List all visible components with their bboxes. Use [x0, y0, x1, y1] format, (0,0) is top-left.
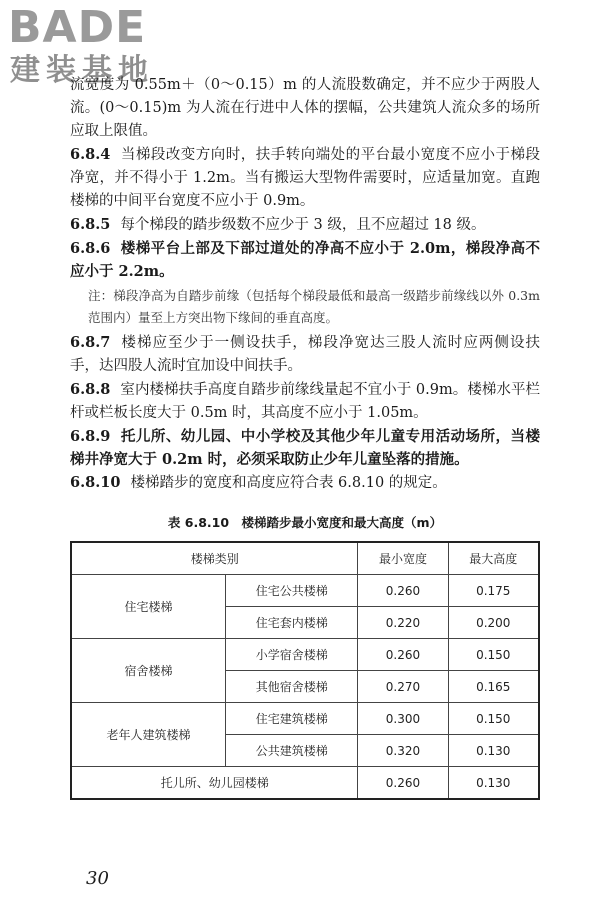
clause-text: 当梯段改变方向时，扶手转向端处的平台最小宽度不应小于梯段净宽，并不得小于 1.2m。当有搬运大型物件需要时，应适量加宽。直跑楼梯的中间平台宽度不应小于 0.9m。: [70, 147, 540, 209]
clause-text: 室内楼梯扶手高度自踏步前缘线量起不宜小于 0.9m。楼梯水平栏杆或栏板长度大于 0.5m 时，其高度不应小于 1.05m。: [70, 382, 540, 421]
clause-number: 6.8.8: [70, 381, 111, 398]
clause-text: 楼梯应至少于一侧设扶手，梯段净宽达三股人流时应两侧设扶手，达四股人流时宜加设中间扶手。: [70, 335, 540, 374]
clause-text: 楼梯平台上部及下部过道处的净高不应小于 2.0m，梯段净高不应小于 2.2m。: [70, 240, 540, 280]
min-width: 0.260: [358, 575, 448, 607]
group-name: 宿舍楼梯: [71, 639, 226, 703]
stair-type: 公共建筑楼梯: [226, 735, 358, 767]
min-width: 0.320: [358, 735, 448, 767]
clause-6-8-4: [70, 143, 540, 213]
clause-number: 6.8.7: [70, 334, 111, 351]
clause-number: 6.8.10: [70, 474, 121, 491]
stair-type: 住宅建筑楼梯: [226, 703, 358, 735]
stair-type: 小学宿舍楼梯: [226, 639, 358, 671]
clause-6-8-8: [70, 378, 540, 425]
group-name: 住宅楼梯: [71, 575, 226, 639]
document-body: [70, 74, 540, 800]
min-width: 0.300: [358, 703, 448, 735]
clause-text: 每个梯段的踏步级数不应少于 3 级，且不应超过 18 级。: [120, 217, 486, 233]
header-max-height: 最大高度: [448, 542, 539, 575]
table-row: [71, 703, 539, 735]
max-height: 0.150: [448, 639, 539, 671]
min-width: 0.260: [358, 767, 448, 800]
group-name: 老年人建筑楼梯: [71, 703, 226, 767]
clause-text: 楼梯踏步的宽度和高度应符合表 6.8.10 的规定。: [130, 475, 447, 491]
table-header-row: [71, 542, 539, 575]
max-height: 0.175: [448, 575, 539, 607]
header-category: 楼梯类别: [71, 542, 358, 575]
max-height: 0.150: [448, 703, 539, 735]
stair-type: 托儿所、幼儿园楼梯: [71, 767, 358, 800]
clause-6-8-6: [70, 237, 540, 283]
clause-text: 托儿所、幼儿园、中小学校及其他少年儿童专用活动场所，当楼梯井净宽大于 0.2m 时，必须采取防止少年儿童坠落的措施。: [70, 428, 540, 468]
max-height: 0.200: [448, 607, 539, 639]
table-row: [71, 767, 539, 800]
max-height: 0.130: [448, 735, 539, 767]
clause-number: 6.8.4: [70, 146, 111, 163]
clause-number: 6.8.9: [70, 428, 111, 445]
clause-6-8-9: [70, 425, 540, 471]
min-width: 0.220: [358, 607, 448, 639]
table-row: [71, 575, 539, 607]
clause-6-8-7: [70, 331, 540, 378]
table-row: [71, 639, 539, 671]
clause-6-8-5: [70, 213, 540, 237]
continued-paragraph: 流宽度为 0.55m＋（0～0.15）m 的人流股数确定，并不应少于两股人流。(0～0.15)m 为人流在行进中人体的摆幅，公共建筑人流众多的场所应取上限值。: [70, 77, 540, 139]
table-caption: 表 6.8.10 楼梯踏步最小宽度和最大高度（m）: [167, 515, 443, 530]
clause-6-8-10: [70, 471, 540, 495]
logo-subtitle: 建装基地: [10, 53, 154, 88]
min-width: 0.270: [358, 671, 448, 703]
clause-number: 6.8.6: [70, 240, 111, 257]
stair-type: 住宅公共楼梯: [226, 575, 358, 607]
stair-tread-table: [70, 541, 540, 800]
header-min-width: 最小宽度: [358, 542, 448, 575]
max-height: 0.165: [448, 671, 539, 703]
min-width: 0.260: [358, 639, 448, 671]
logo-brand: BADE: [8, 2, 147, 53]
clause-number: 6.8.5: [70, 216, 111, 233]
stair-type: 住宅套内楼梯: [226, 607, 358, 639]
stair-type: 其他宿舍楼梯: [226, 671, 358, 703]
note: 注：梯段净高为自踏步前缘（包括每个梯段最低和最高一级踏步前缘线以外 0.3m 范围内）量至上方突出物下缘间的垂直高度。: [88, 288, 540, 325]
max-height: 0.130: [448, 767, 539, 800]
page-number: 30: [86, 868, 109, 889]
